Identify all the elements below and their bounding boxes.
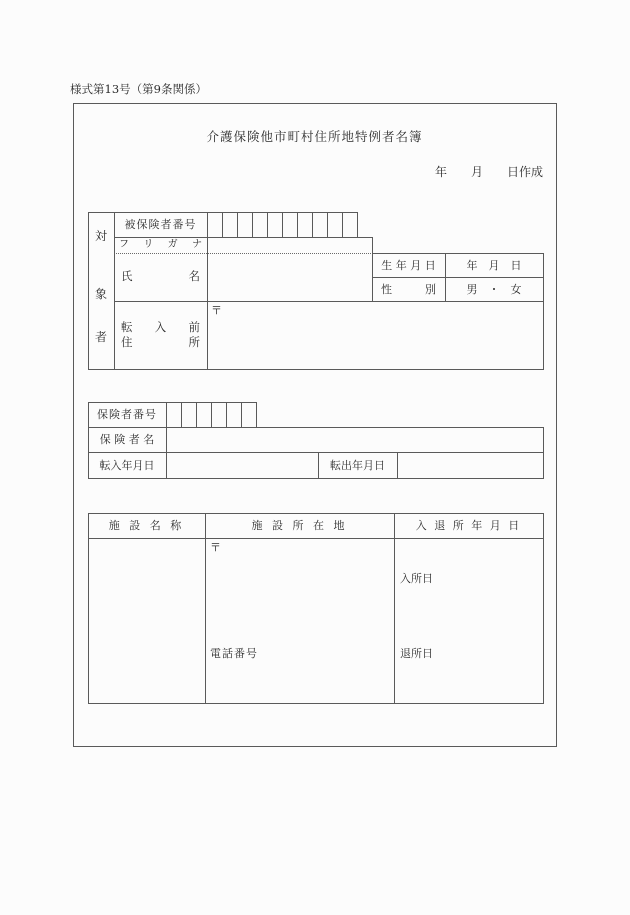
prev-address-field[interactable] <box>208 302 542 368</box>
form-number-label: 様式第13号（第9条関係） <box>70 82 207 97</box>
subject-side-char: 象 <box>94 287 107 301</box>
insured-number-digit-box[interactable] <box>342 212 358 238</box>
postal-mark-icon: 〒 <box>211 304 222 317</box>
insurer-number-digit-box[interactable] <box>181 402 197 428</box>
subject-side-char: 対 <box>94 229 107 243</box>
subject-side-char: 者 <box>94 330 107 344</box>
insured-number-digit-box[interactable] <box>267 212 283 238</box>
sex-label: 性 別 <box>381 282 436 296</box>
movein-date-field[interactable] <box>167 453 317 477</box>
moveout-date-field[interactable] <box>398 453 542 477</box>
facility-address-field[interactable] <box>206 539 393 702</box>
furigana-field[interactable] <box>208 238 371 253</box>
facility-address-header: 施 設 所 在 地 <box>251 519 348 532</box>
created-date-line: 年 月 日作成 <box>434 164 543 179</box>
facility-name-field[interactable] <box>89 539 204 702</box>
prev-address-label: 転 入 前 住 所 <box>121 320 200 349</box>
insured-number-digit-box[interactable] <box>222 212 238 238</box>
insurer-number-digit-box[interactable] <box>196 402 212 428</box>
birthdate-value: 年 月 日 <box>466 258 522 272</box>
grid-line <box>88 478 544 479</box>
facility-name-header: 施 設 名 称 <box>108 519 185 532</box>
admission-date-label: 入所日 <box>400 572 433 585</box>
moveout-date-label: 転出年月日 <box>330 458 385 472</box>
grid-line <box>88 703 544 704</box>
insured-number-digit-box[interactable] <box>252 212 268 238</box>
sex-field[interactable] <box>446 278 542 300</box>
phone-label: 電話番号 <box>210 647 258 660</box>
insured-number-digit-box[interactable] <box>327 212 343 238</box>
name-field[interactable] <box>208 254 371 300</box>
insured-number-digit-box[interactable] <box>237 212 253 238</box>
insured-number-digit-box[interactable] <box>297 212 313 238</box>
birthdate-field[interactable] <box>446 254 542 276</box>
movein-date-label: 転入年月日 <box>99 458 155 472</box>
insurer-name-label: 保 険 者 名 <box>99 433 155 446</box>
discharge-date-label: 退所日 <box>400 647 433 660</box>
insured-number-label: 被保険者番号 <box>124 218 197 231</box>
birthdate-label: 生 年 月 日 <box>381 258 436 272</box>
insured-number-digit-box[interactable] <box>207 212 223 238</box>
furigana-label: フ リ ガ ナ <box>119 239 202 250</box>
facility-dates-header: 入 退 所 年 月 日 <box>415 519 522 532</box>
sex-value: 男 ・ 女 <box>466 282 522 296</box>
insurer-number-digit-box[interactable] <box>166 402 182 428</box>
name-label: 氏 名 <box>121 269 200 284</box>
insured-number-digit-box[interactable] <box>282 212 298 238</box>
grid-line <box>543 427 544 479</box>
grid-line <box>543 253 544 370</box>
page-title: 介護保険他市町村住所地特例者名簿 <box>206 128 423 144</box>
insurer-number-digit-box[interactable] <box>226 402 242 428</box>
grid-line <box>88 369 544 370</box>
insurer-number-digit-box[interactable] <box>211 402 227 428</box>
grid-line <box>543 513 544 704</box>
insurer-name-field[interactable] <box>167 428 542 451</box>
insurer-number-digit-box[interactable] <box>241 402 257 428</box>
facility-dates-field[interactable] <box>395 539 542 702</box>
postal-mark-icon: 〒 <box>210 541 221 554</box>
insured-number-digit-box[interactable] <box>312 212 328 238</box>
insurer-number-label: 保険者番号 <box>97 408 157 421</box>
